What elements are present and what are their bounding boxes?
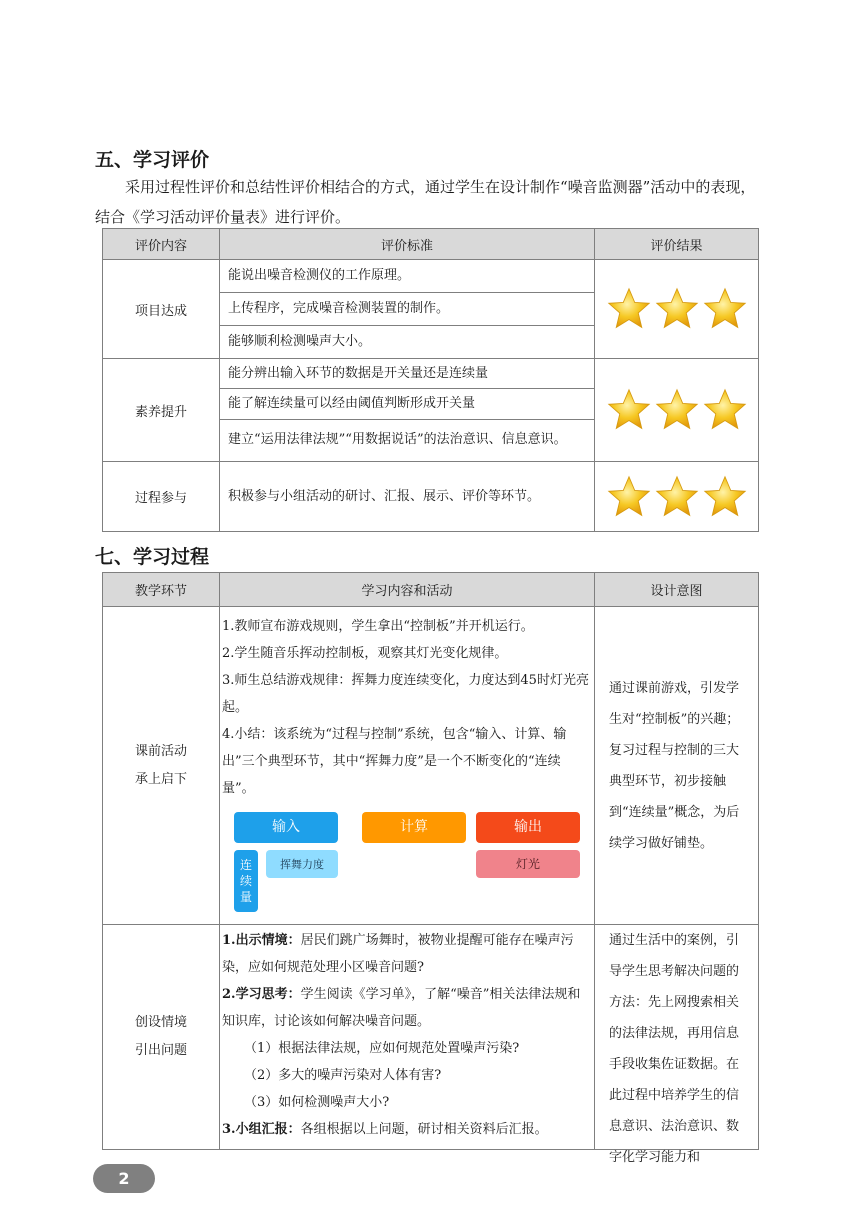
- sub-question: （3）如何检测噪声大小?: [244, 1095, 390, 1110]
- stage-cell: [103, 607, 220, 925]
- star-icon: [607, 388, 651, 432]
- star-rating: [595, 287, 758, 331]
- criteria-item: 建立“运用法律法规”“用数据说话”的法治意识、信息意识。: [220, 419, 594, 461]
- content-cell: [220, 925, 595, 1150]
- activity-label: 2.学习思考：: [222, 987, 301, 1002]
- page-number: 2: [93, 1164, 155, 1193]
- header-cell: 评价内容: [103, 229, 220, 260]
- star-rating: [595, 388, 758, 432]
- star-icon: [703, 475, 747, 519]
- evaluation-table-header: [103, 229, 759, 260]
- output-block: 输出: [476, 812, 580, 843]
- activity-text: 居民们跳广场舞时，被物业提醒可能存在噪声污染，应如何规范处理小区噪音问题?: [222, 933, 574, 975]
- star-icon: [607, 475, 651, 519]
- stage-name: 承上启下: [134, 771, 187, 787]
- header-cell: 评价标准: [220, 229, 595, 260]
- process-table-header: [103, 573, 759, 607]
- criteria-item: 上传程序，完成噪音检测装置的制作。: [220, 292, 594, 325]
- activity-text: 各组根据以上问题，研讨相关资料后汇报。: [300, 1122, 548, 1137]
- activity-item: 1.教师宣布游戏规则，学生拿出“控制板”并开机运行。: [222, 619, 534, 634]
- star-icon: [655, 475, 699, 519]
- header-cell: 设计意图: [595, 573, 759, 607]
- intent-cell: 通过课前游戏，引发学生对“控制板”的兴趣；复习过程与控制的三大典型环节，初步接触到“连续量”概念，为后续学习做好铺垫。: [595, 607, 759, 925]
- activity-item: [222, 981, 590, 1035]
- criteria-item: 积极参与小组活动的研讨、汇报、展示、评价等环节。: [220, 462, 595, 532]
- activity-item: [222, 927, 590, 981]
- evaluation-paragraph: 采用过程性评价和总结性评价相结合的方式，通过学生在设计制作“噪音监测器”活动中的表现，结合《学习活动评价量表》进行评价。: [95, 178, 756, 226]
- control-system-diagram: [222, 808, 590, 918]
- intent-text: 通过生活中的案例，引导学生思考解决问题的方法：先上网搜索相关的法律法规，再用信息手段收集佐证数据。在此过程中培养学生的信息意识、法治意识、数字化学习能力和: [609, 933, 740, 1165]
- criteria-item: 能够顺利检测噪声大小。: [220, 325, 594, 358]
- category-cell: 过程参与: [103, 462, 220, 532]
- header-cell: 教学环节: [103, 573, 220, 607]
- star-icon: [655, 287, 699, 331]
- star-icon: [655, 388, 699, 432]
- header-cell: 学习内容和活动: [220, 573, 595, 607]
- stage-name: 课前活动: [134, 743, 187, 759]
- sub-question: （1）根据法律法规，应如何规范处置噪声污染?: [244, 1041, 520, 1056]
- activity-item: 2.学生随音乐挥动控制板，观察其灯光变化规律。: [222, 646, 508, 661]
- activity-item: 4.小结：该系统为“过程与控制”系统，包含“输入、计算、输出”三个典型环节，其中“挥舞力度”是一个不断变化的“连续量”。: [222, 727, 567, 796]
- activity-label: 1.出示情境：: [222, 933, 301, 948]
- section-heading-evaluation: 五、学习评价: [95, 149, 210, 171]
- criteria-item: 能说出噪音检测仪的工作原理。: [228, 268, 411, 283]
- light-block: 灯光: [476, 850, 580, 878]
- table-row: [103, 260, 759, 359]
- activity-item: 3.师生总结游戏规律：挥舞力度连续变化，力度达到45时灯光亮起。: [222, 673, 589, 715]
- activity-label: 3.小组汇报：: [222, 1122, 301, 1137]
- star-icon: [703, 388, 747, 432]
- criteria-item: 能了解连续量可以经由阈值判断形成开关量: [220, 388, 594, 418]
- activity-item: [222, 1116, 590, 1143]
- criteria-cell: [220, 359, 595, 462]
- sub-question: （2）多大的噪声污染对人体有害?: [244, 1068, 442, 1083]
- table-row: [103, 462, 759, 532]
- stage-name: 创设情境: [134, 1015, 187, 1030]
- table-row: [103, 359, 759, 462]
- rating-cell: [595, 359, 759, 462]
- evaluation-table: [102, 228, 759, 532]
- table-row: [103, 607, 759, 925]
- table-row: [103, 925, 759, 1150]
- star-rating: [595, 475, 758, 519]
- criteria-cell: [220, 260, 595, 359]
- stage-name: 引出问题: [134, 1043, 187, 1058]
- compute-block: 计算: [362, 812, 466, 843]
- content-cell: [220, 607, 595, 925]
- swing-force-block: 挥舞力度: [266, 850, 338, 878]
- intent-cell: [595, 925, 759, 1165]
- category-cell: 项目达成: [103, 260, 220, 359]
- star-icon: [703, 287, 747, 331]
- header-cell: 评价结果: [595, 229, 759, 260]
- stage-cell: [103, 925, 220, 1150]
- rating-cell: [595, 462, 759, 532]
- continuous-quantity-block: 连续量: [234, 850, 258, 912]
- star-icon: [607, 287, 651, 331]
- process-table: [102, 572, 759, 1165]
- section-heading-process: 七、学习过程: [95, 546, 210, 568]
- category-cell: 素养提升: [103, 359, 220, 462]
- rating-cell: [595, 260, 759, 359]
- criteria-item: 能分辨出输入环节的数据是开关量还是连续量: [228, 365, 489, 381]
- activity-text: 学生阅读《学习单》，了解“噪音”相关法律法规和知识库，讨论该如何解决噪音问题。: [222, 987, 581, 1029]
- input-block: 输入: [234, 812, 338, 843]
